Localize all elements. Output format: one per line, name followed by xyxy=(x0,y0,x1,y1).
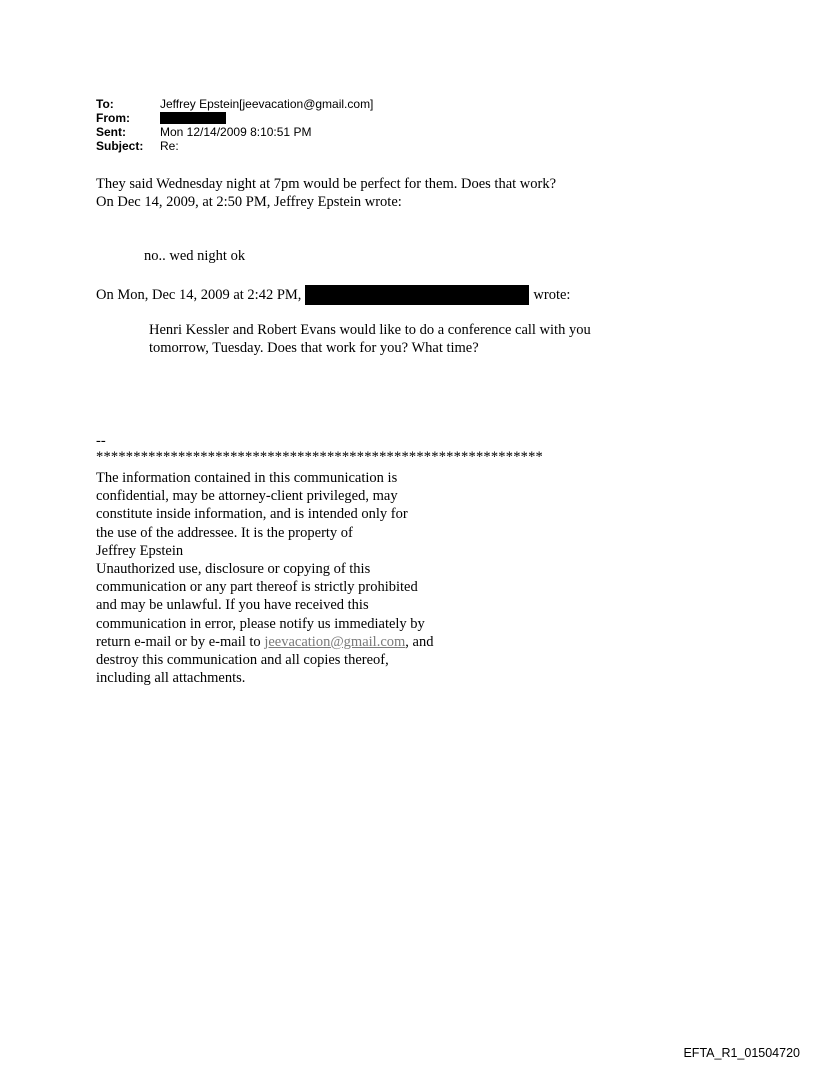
to-row xyxy=(96,97,373,111)
disclaimer-line: Unauthorized use, disclosure or copying of this xyxy=(96,561,371,578)
disclaimer-line: communication in error, please notify us immediately by xyxy=(96,615,425,632)
from-label: From: xyxy=(96,111,130,125)
disclaimer-line: Jeffrey Epstein xyxy=(96,542,184,559)
disclaimer-line: communication or any part thereof is strictly prohibited xyxy=(96,579,418,596)
disclaimer-line: confidential, may be attorney-client privileged, may xyxy=(96,488,398,505)
asterisk-divider: ************************************************************ xyxy=(96,449,543,465)
to-value: Jeffrey Epstein[jeevacation@gmail.com] xyxy=(160,97,374,111)
sent-value: Mon 12/14/2009 8:10:51 PM xyxy=(160,125,312,139)
disclaimer-line: destroy this communication and all copies thereof, xyxy=(96,652,389,669)
signature-separator: -- xyxy=(96,433,106,449)
document-id: EFTA_R1_01504720 xyxy=(683,1046,800,1060)
quoted-message-line-2: tomorrow, Tuesday. Does that work for you? What time? xyxy=(149,340,479,356)
disclaimer-line: constitute inside information, and is intended only for xyxy=(96,506,408,523)
body-line-1: They said Wednesday night at 7pm would be perfect for them. Does that work? xyxy=(96,176,557,192)
disclaimer-line: including all attachments. xyxy=(96,670,246,687)
attribution-suffix: wrote: xyxy=(533,287,571,303)
confidentiality-disclaimer xyxy=(96,469,433,687)
disclaimer-line: The information contained in this communication is xyxy=(96,470,398,486)
to-label: To: xyxy=(96,97,114,111)
disclaimer-line: the use of the addressee. It is the property of xyxy=(96,524,353,541)
attribution-prefix: On Mon, Dec 14, 2009 at 2:42 PM, xyxy=(96,287,302,303)
disclaimer-line: and may be unlawful. If you have received this xyxy=(96,597,369,614)
subject-label: Subject: xyxy=(96,139,144,153)
sent-label: Sent: xyxy=(96,125,126,139)
body-line-2: On Dec 14, 2009, at 2:50 PM, Jeffrey Epstein wrote: xyxy=(96,194,402,210)
from-row xyxy=(96,111,373,125)
email-link[interactable]: jeevacation@gmail.com xyxy=(264,633,406,650)
sent-row xyxy=(96,125,373,139)
email-header xyxy=(96,97,373,153)
quoted-attribution xyxy=(96,285,570,305)
quoted-reply: no.. wed night ok xyxy=(144,248,246,264)
quoted-message-line-1: Henri Kessler and Robert Evans would like to do a conference call with you xyxy=(149,322,591,338)
disclaimer-line-email xyxy=(96,633,433,651)
subject-value: Re: xyxy=(160,139,179,153)
return-email-suffix: , and xyxy=(405,633,434,650)
redaction-box-from xyxy=(160,112,226,124)
return-email-prefix: return e-mail or by e-mail to xyxy=(96,633,265,650)
subject-row xyxy=(96,139,373,153)
redaction-box-sender xyxy=(305,285,529,305)
